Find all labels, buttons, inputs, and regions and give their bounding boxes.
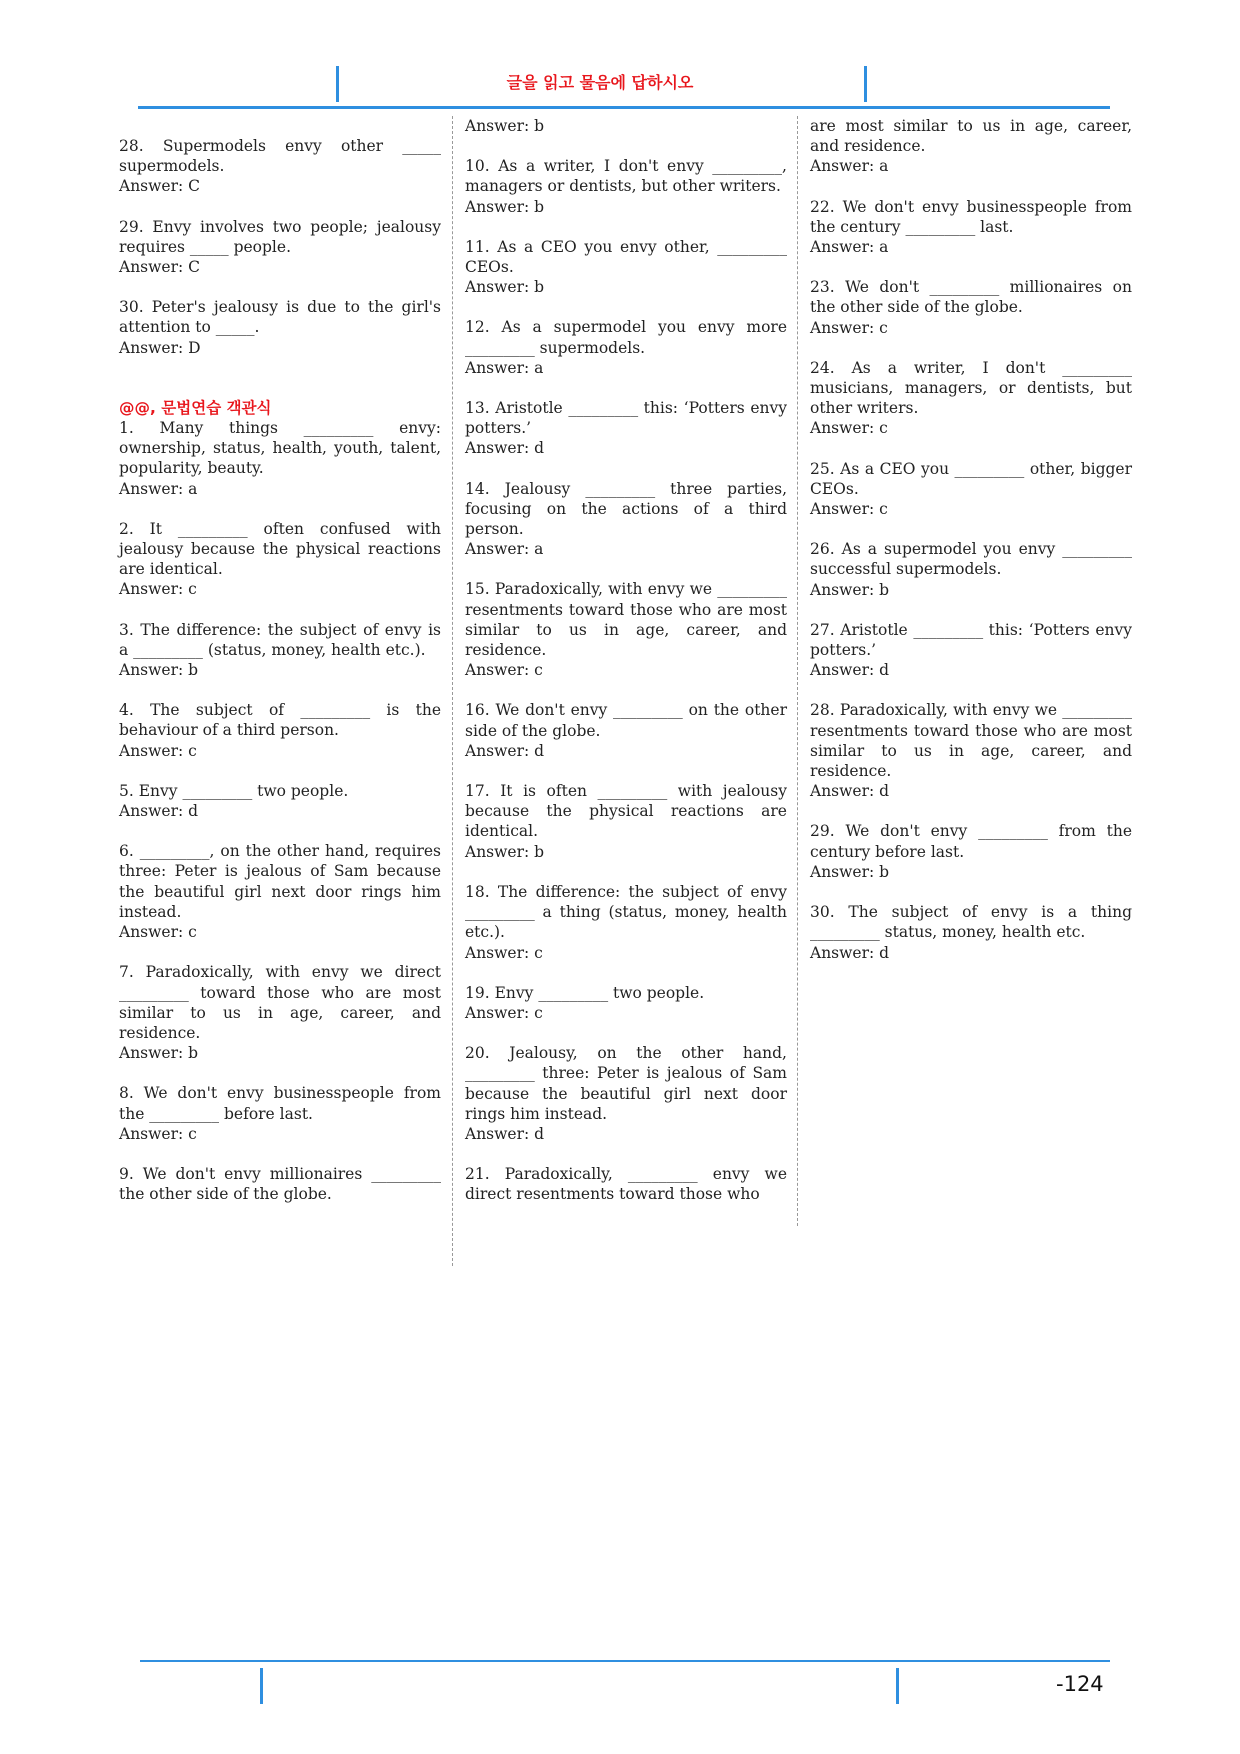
question-text: 18. The difference: the subject of envy _________ a thing (status, money, health etc.). xyxy=(465,882,787,942)
question-item xyxy=(465,1164,787,1204)
question-item xyxy=(119,519,441,600)
question-item xyxy=(119,620,441,681)
question-item xyxy=(119,781,441,821)
question-text: 6. _________, on the other hand, requires three: Peter is jealous of Sam because the beautiful girl next door rings him instead. xyxy=(119,842,441,921)
column-1 xyxy=(119,116,441,1224)
question-text: 9. We don't envy millionaires _________ the other side of the globe. xyxy=(119,1164,441,1204)
section-title: @@, 문법연습 객관식 xyxy=(119,398,272,417)
question-text: 5. Envy _________ two people. xyxy=(119,781,349,800)
question-text: 29. We don't envy _________ from the century before last. xyxy=(810,822,1132,861)
question-item xyxy=(810,620,1132,681)
answer-text: Answer: c xyxy=(119,741,197,760)
question-item xyxy=(810,459,1132,520)
answer-text: Answer: C xyxy=(119,258,200,277)
question-text: 29. Envy involves two people; jealousy requires _____ people. xyxy=(119,217,441,256)
answer-text: Answer: c xyxy=(810,419,888,438)
answer-text: Answer: b xyxy=(465,197,545,216)
question-text: 22. We don't envy businesspeople from the century _________ last. xyxy=(810,197,1132,236)
answer-text: Answer: d xyxy=(465,439,545,458)
answer-text: Answer: c xyxy=(810,318,888,337)
question-item xyxy=(465,882,787,963)
answer-text: Answer: d xyxy=(465,1124,545,1143)
answer-text: Answer: a xyxy=(465,358,544,377)
answer-text: Answer: b xyxy=(465,117,545,135)
question-item xyxy=(810,902,1132,963)
question-text: 2. It _________ often confused with jealousy because the physical reactions are identical. xyxy=(119,519,441,579)
answer-text: Answer: d xyxy=(810,782,890,801)
question-item xyxy=(465,700,787,761)
question-text: 20. Jealousy, on the other hand, _________ three: Peter is jealous of Sam because the beautiful girl next door rings him instead. xyxy=(465,1044,787,1123)
question-item xyxy=(465,479,787,560)
answer-text: Answer: C xyxy=(119,177,200,196)
answer-text: Answer: c xyxy=(810,500,888,519)
header-tick-right xyxy=(864,66,867,102)
column-3 xyxy=(810,116,1132,983)
question-item xyxy=(119,136,441,197)
question-item xyxy=(465,781,787,862)
question-text: 28. Supermodels envy other _____ supermodels. xyxy=(119,137,441,176)
question-item xyxy=(119,700,441,761)
question-item xyxy=(465,156,787,217)
answer-text: Answer: c xyxy=(465,943,543,962)
answer-text: Answer: c xyxy=(119,923,197,942)
answer-text: Answer: D xyxy=(119,338,201,357)
question-text: 10. As a writer, I don't envy _________, managers or dentists, but other writers. xyxy=(465,157,787,196)
answer-text: Answer: d xyxy=(810,943,890,962)
page-header-title: 글을 읽고 물음에 답하시오 xyxy=(506,73,694,92)
question-text: 14. Jealousy _________ three parties, focusing on the actions of a third person. xyxy=(465,479,787,539)
answer-text: Answer: a xyxy=(810,238,889,257)
question-item xyxy=(465,116,787,136)
answer-text: Answer: b xyxy=(465,278,545,297)
question-text: 21. Paradoxically, _________ envy we direct resentments toward those who xyxy=(465,1165,787,1204)
answer-text: Answer: c xyxy=(119,1124,197,1143)
question-item xyxy=(119,1083,441,1144)
question-text: 26. As a supermodel you envy _________ successful supermodels. xyxy=(810,540,1132,579)
question-item xyxy=(119,217,441,278)
question-item xyxy=(465,983,787,1023)
question-item xyxy=(810,821,1132,882)
page-number: -124 xyxy=(1056,1672,1104,1696)
answer-text: Answer: b xyxy=(119,661,199,680)
question-text: 28. Paradoxically, with envy we _________ resentments toward those who are most similar to us in age, career, and residence. xyxy=(810,701,1132,781)
question-item xyxy=(810,539,1132,600)
question-text: 19. Envy _________ two people. xyxy=(465,983,705,1002)
question-text: 17. It is often _________ with jealousy because the physical reactions are identical. xyxy=(465,782,787,841)
question-text: 1. Many things _________ envy: ownership, status, health, youth, talent, popularity, beauty. xyxy=(119,419,441,478)
question-item xyxy=(119,297,441,358)
question-item xyxy=(119,1164,441,1204)
question-item xyxy=(465,237,787,298)
question-item xyxy=(465,398,787,459)
question-item xyxy=(810,700,1132,801)
question-item xyxy=(810,197,1132,258)
question-text: 27. Aristotle _________ this: ‘Potters envy potters.’ xyxy=(810,620,1132,660)
question-text: 24. As a writer, I don't _________ musicians, managers, or dentists, but other writers. xyxy=(810,358,1132,418)
question-text: 25. As a CEO you _________ other, bigger CEOs. xyxy=(810,459,1132,498)
footer-rule xyxy=(140,1660,1110,1662)
answer-text: Answer: a xyxy=(810,157,889,176)
question-text: 7. Paradoxically, with envy we direct _________ toward those who are most similar to us in age, career, and residence. xyxy=(119,963,441,1042)
answer-text: Answer: c xyxy=(465,661,543,680)
question-text: 12. As a supermodel you envy more _________ supermodels. xyxy=(465,318,787,357)
answer-text: Answer: b xyxy=(465,842,545,861)
answer-text: Answer: a xyxy=(465,540,544,559)
header-rule xyxy=(138,106,1110,109)
answer-text: Answer: b xyxy=(119,1044,199,1063)
question-text: 8. We don't envy businesspeople from the _________ before last. xyxy=(119,1084,441,1123)
question-item xyxy=(465,1043,787,1144)
answer-text: Answer: a xyxy=(119,479,198,498)
question-text: 15. Paradoxically, with envy we _________ resentments toward those who are most similar to us in age, career, and residence. xyxy=(465,580,787,660)
question-text: 30. Peter's jealousy is due to the girl's attention to _____. xyxy=(119,298,441,337)
column-divider-1 xyxy=(452,116,453,1266)
answer-text: Answer: c xyxy=(465,1003,543,1022)
question-text: 13. Aristotle _________ this: ‘Potters envy potters.’ xyxy=(465,399,787,438)
question-text: 4. The subject of _________ is the behaviour of a third person. xyxy=(119,701,441,740)
answer-text: Answer: d xyxy=(810,661,890,680)
question-text: 3. The difference: the subject of envy is a _________ (status, money, health etc.). xyxy=(119,620,441,659)
question-item xyxy=(810,116,1132,177)
answer-text: Answer: d xyxy=(465,741,545,760)
question-item xyxy=(119,841,441,942)
footer-tick-right xyxy=(896,1668,899,1704)
header-tick-left xyxy=(336,66,339,102)
question-text: 16. We don't envy _________ on the other side of the globe. xyxy=(465,701,787,740)
column-2 xyxy=(465,116,787,1225)
answer-text: Answer: b xyxy=(810,580,890,599)
question-item xyxy=(810,358,1132,439)
question-item xyxy=(465,317,787,378)
question-text: 23. We don't _________ millionaires on the other side of the globe. xyxy=(810,278,1132,317)
column-divider-2 xyxy=(797,116,798,1226)
question-item xyxy=(465,579,787,680)
answer-text: Answer: d xyxy=(119,802,199,821)
answer-text: Answer: c xyxy=(119,580,197,599)
question-text: 11. As a CEO you envy other, _________ CEOs. xyxy=(465,237,787,277)
answer-text: Answer: b xyxy=(810,862,890,881)
question-text: 30. The subject of envy is a thing _________ status, money, health etc. xyxy=(810,903,1132,942)
footer-tick-left xyxy=(260,1668,263,1704)
question-text: are most similar to us in age, career, and residence. xyxy=(810,117,1132,156)
question-item xyxy=(119,962,441,1063)
question-item xyxy=(810,277,1132,338)
question-item xyxy=(119,418,441,499)
